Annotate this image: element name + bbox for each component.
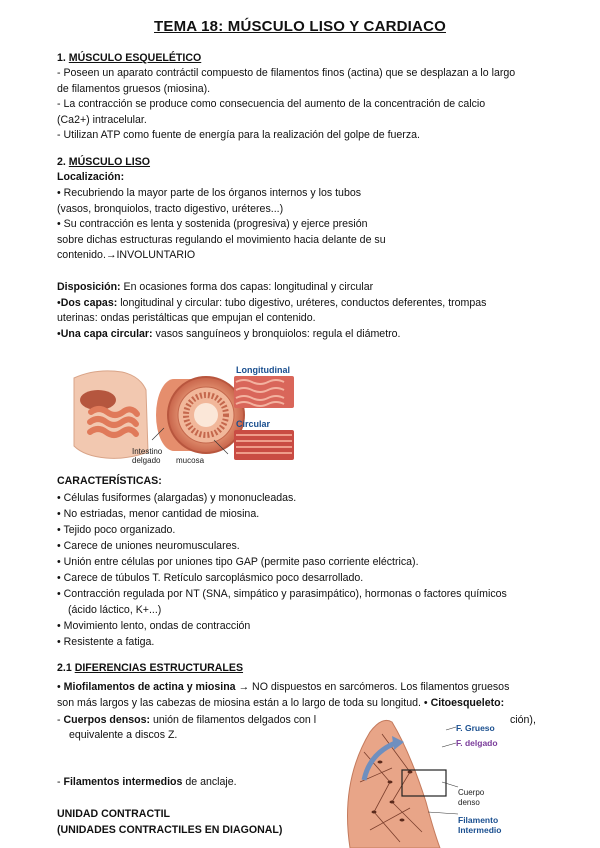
section-2-title: MÚSCULO LISO [68, 156, 151, 168]
list-item: • Carece de túbulos T. Retículo sarcoplásmico poco desarrollado. [57, 572, 364, 584]
label-longitudinal: Longitudinal [236, 365, 290, 375]
label-intermedio: Intermedio [458, 825, 502, 835]
localizacion-body [57, 186, 386, 264]
bullet: • [423, 697, 428, 709]
cuerpos-densos-text-2: equivalente a discos Z. [69, 729, 178, 741]
list-item: • Células fusiformes (alargadas) y mononucleadas. [57, 492, 297, 504]
page-title: TEMA 18: MÚSCULO LISO Y CARDIACO [154, 18, 446, 35]
bullet: • [57, 681, 61, 693]
section-1-number: 1. [57, 52, 66, 64]
dos-capas-title: Dos capas: [60, 297, 118, 309]
label-denso: denso [458, 798, 480, 807]
section-2-heading [57, 156, 150, 168]
localizacion-title: Localización: [57, 171, 125, 183]
label-cuerpo: Cuerpo [458, 788, 485, 797]
miofilamentos-title: Miofilamentos de actina y miosina [63, 681, 236, 693]
bullet: • [57, 297, 61, 309]
cuerpos-densos-tail: ción), [510, 714, 536, 726]
pointer-line [442, 743, 456, 747]
filamentos-intermedios-title: Filamentos intermedios [63, 776, 183, 788]
dash: - [57, 714, 61, 726]
paragraph-line: • Su contracción es lenta y sostenida (progresiva) y ejerce presión [57, 218, 368, 230]
intestine-tube [156, 377, 244, 453]
label-intestino: Intestino [132, 447, 163, 456]
paragraph-line: sobre dichas estructuras regulando el movimiento hacia delante de su [57, 233, 386, 246]
list-item: • No estriadas, menor cantidad de miosina. [57, 508, 260, 520]
list-item: • Contracción regulada por NT (SNA, simpático y parasimpático), hormonas o factores químicos [57, 588, 507, 600]
label-delgado: delgado [132, 456, 161, 465]
paragraph-line: - Poseen un aparato contráctil compuesto de filamentos finos (actina) que se desplazan a lo largo [57, 67, 516, 79]
list-item: • Carece de uniones neuromusculares. [57, 540, 240, 552]
label-filamento: Filamento [458, 815, 499, 825]
list-item: • Tejido poco organizado. [57, 524, 176, 536]
paragraph-line: - La contracción se produce como consecuencia del aumento de la concentración de calcio [57, 98, 486, 110]
cuerpos-densos-text: unión de filamentos delgados con l [150, 714, 317, 726]
section-2-number: 2. [57, 156, 66, 168]
pointer-line [442, 782, 458, 787]
list-item: • Movimiento lento, ondas de contracción [57, 620, 251, 632]
dos-capas-line [57, 296, 486, 312]
list-item: • Resistente a fatiga. [57, 636, 155, 648]
cuerpos-densos-title: Cuerpos densos: [63, 714, 151, 726]
pointer-line [428, 812, 458, 814]
caracteristicas-title: CARACTERÍSTICAS: [57, 475, 162, 487]
miofilamentos-line-2 [57, 696, 504, 712]
una-capa-title: Una capa circular: [60, 328, 153, 340]
cuerpos-densos-line [57, 713, 316, 729]
label-f-grueso: F. Grueso [456, 723, 495, 733]
section-21-heading [57, 662, 243, 674]
paragraph-line: - Utilizan ATP como fuente de energía para la realización del golpe de fuerza. [57, 129, 420, 141]
caracteristicas-list [57, 490, 507, 650]
unidad-contractil-subtitle: (UNIDADES CONTRACTILES EN DIAGONAL) [57, 824, 283, 836]
paragraph-line: • Recubriendo la mayor parte de los órganos internos y los tubos [57, 187, 362, 199]
filamentos-intermedios-line [57, 775, 237, 791]
filamentos-intermedios-text: de anclaje. [182, 776, 237, 788]
paragraph-line: contenido.→INVOLUNTARIO [57, 249, 196, 261]
bullet: • [57, 328, 61, 340]
paragraph-line: (Ca2+) intracelular. [57, 113, 147, 126]
disposicion-line [57, 280, 373, 296]
miofilamentos-text: → NO dispuestos en sarcómeros. Los filamentos gruesos [235, 681, 510, 693]
dash: - [57, 776, 61, 788]
smooth-muscle-cell-figure [330, 712, 470, 848]
disposicion-title: Disposición: [57, 281, 121, 293]
dos-capas-text: longitudinal y circular: tubo digestivo, uréteres, conductos deferentes, trompas [117, 297, 487, 309]
dos-capas-text-2: uterinas: ondas peristálticas que empujan el contenido. [57, 312, 316, 324]
unidad-contractil-title: UNIDAD CONTRACTIL [57, 808, 170, 820]
label-f-delgado: F. delgado [456, 738, 498, 748]
pointer-line [446, 727, 456, 730]
miofilamentos-text-2: son más largos y las cabezas de miosina están a lo largo de toda su longitud. [57, 697, 421, 709]
section-1-body [57, 66, 515, 144]
list-item: (ácido láctico, K+...) [68, 604, 162, 616]
section-21-number: 2.1 [57, 662, 72, 674]
miofilamentos-line [57, 680, 509, 696]
una-capa-line [57, 327, 401, 343]
list-item: • Unión entre células por uniones tipo GAP (permite paso corriente eléctrica). [57, 556, 419, 568]
disposicion-text: En ocasiones forma dos capas: longitudinal y circular [120, 281, 374, 293]
una-capa-text: vasos sanguíneos y bronquiolos: regula el diámetro. [152, 328, 401, 340]
label-mucosa: mucosa [176, 456, 205, 465]
section-1-title: MÚSCULO ESQUELÉTICO [68, 52, 202, 64]
section-1-heading [57, 52, 201, 64]
section-21-title: DIFERENCIAS ESTRUCTURALES [74, 662, 244, 674]
paragraph-line: de filamentos gruesos (miosina). [57, 82, 211, 95]
label-circular: Circular [236, 419, 271, 429]
citoesqueleto-title: Citoesqueleto: [430, 697, 505, 709]
intestine-figure [66, 360, 306, 470]
paragraph-line: (vasos, bronquiolos, tracto digestivo, uréteres...) [57, 202, 284, 215]
